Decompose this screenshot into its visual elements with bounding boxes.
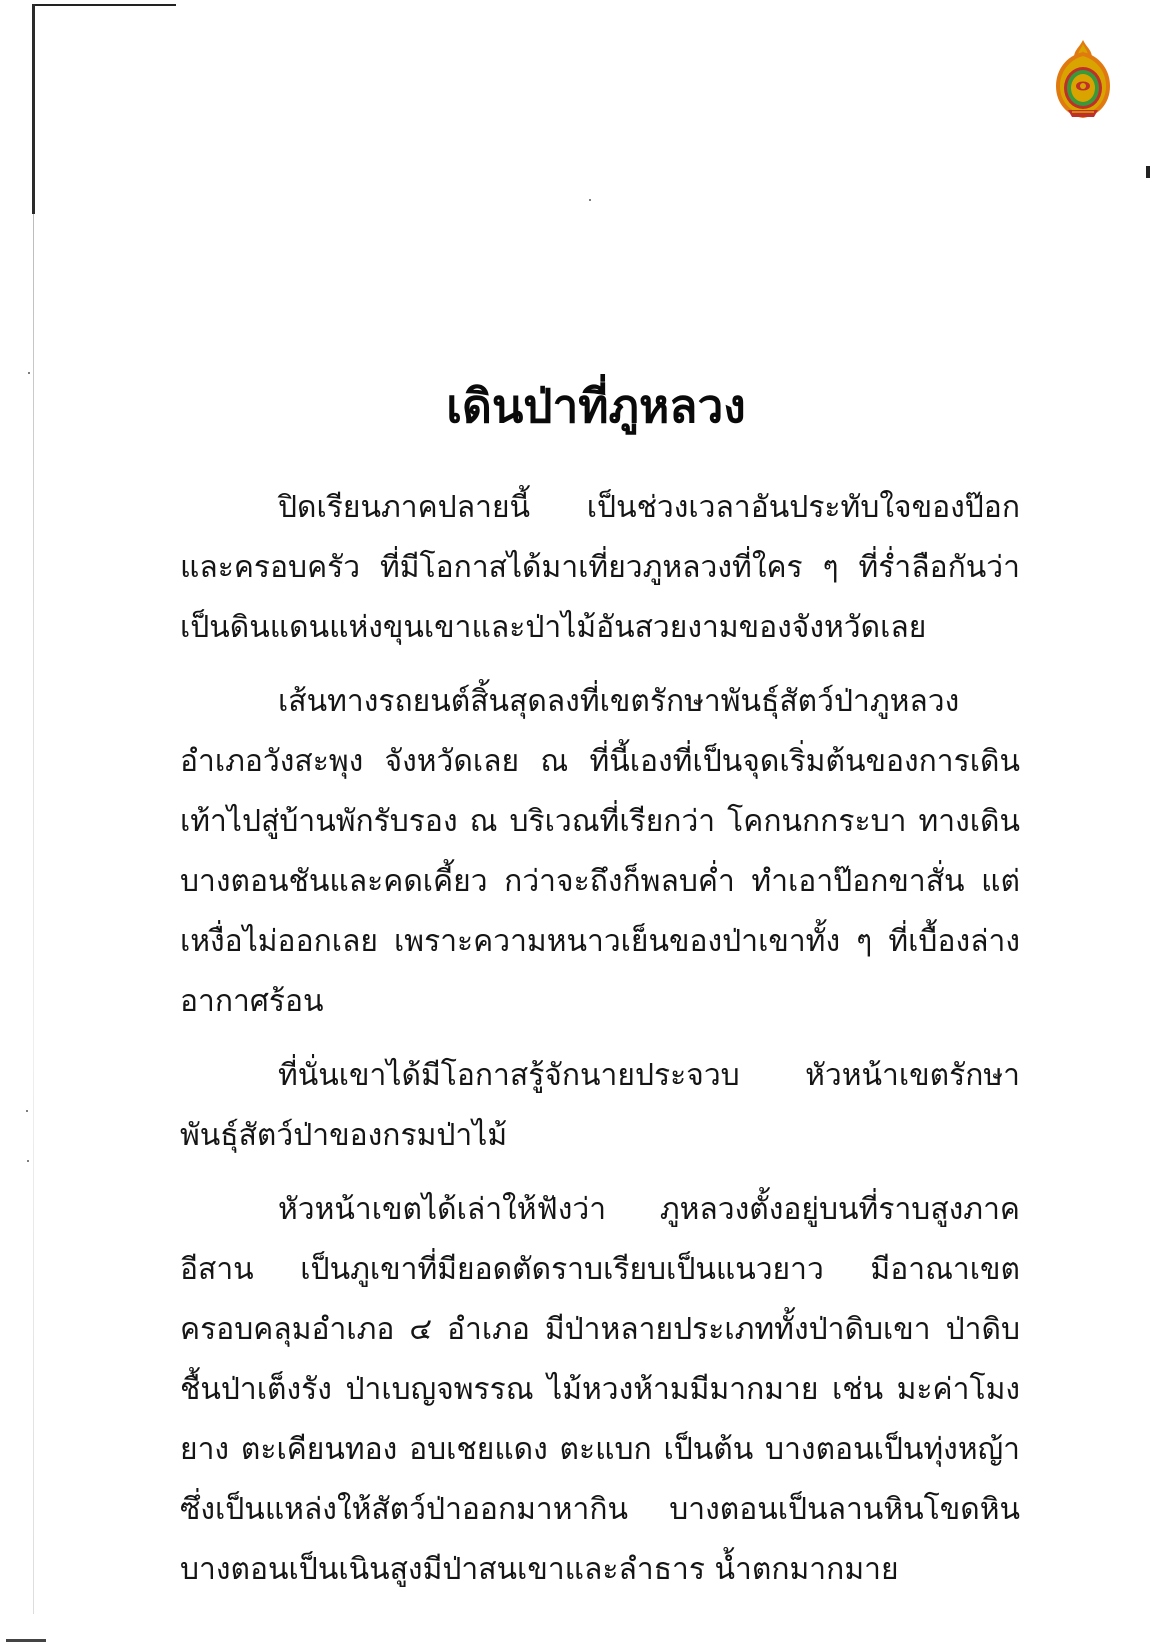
scan-speck: [27, 1160, 29, 1162]
scan-edge-top-line: [34, 4, 176, 6]
scan-right-edge-mark: [1146, 166, 1150, 178]
body-text: [180, 478, 1020, 1614]
scan-speck: [28, 372, 30, 374]
paragraph-3: ที่นั่นเขาได้มีโอกาสรู้จักนายประจวบ หัวหน้าเขตรักษาพันธุ์สัตว์ป่าของกรมป่าไม้: [180, 1058, 1020, 1153]
paragraph-4: หัวหน้าเขตได้เล่าให้ฟังว่า ภูหลวงตั้งอยู่บนที่ราบสูงภาคอีสาน เป็นภูเขาที่มียอดตัดราบเรียบเป็นแนวยาว มีอาณาเขตครอบคลุมอำเภอ ๔ อำเภอ มีป่าหลายประเภททั้งป่าดิบเขา ป่าดิบชื้นป่าเต็งรัง ป่าเบญจพรรณ ไม้หวงห้ามมีมากมาย เช่น มะค่าโมงยาง ตะเคียนทอง อบเชยแดง ตะแบก เป็นต้น บางตอนเป็นทุ่งหญ้าซึ่งเป็นแหล่งให้สัตว์ป่าออกมาหากิน บางตอนเป็นลานหินโขดหิน บางตอนเป็นเนินสูงมีป่าสนเขาและลำธาร น้ำตกมากมาย: [180, 1192, 1020, 1587]
scan-speck: [589, 199, 591, 201]
scan-speck: [26, 1110, 28, 1112]
paragraph-1: ปิดเรียนภาคปลายนี้ เป็นช่วงเวลาอันประทับใจของป๊อกและครอบครัว ที่มีโอกาสได้มาเที่ยวภูหลวงที่ใคร ๆ ที่ร่ำลือกันว่า เป็นดินแดนแห่งขุนเขาและป่าไม้อันสวยงามของจังหวัดเลย: [180, 490, 1020, 645]
page-title: เดินป่าที่ภูหลวง: [446, 379, 746, 433]
royal-seal-emblem-icon: [1052, 38, 1114, 120]
scan-edge-left-line: [32, 4, 35, 214]
scan-edge-bottom-mark: [6, 1639, 46, 1642]
paragraph-2: เส้นทางรถยนต์สิ้นสุดลงที่เขตรักษาพันธุ์สัตว์ป่าภูหลวง อำเภอวังสะพุง จังหวัดเลย ณ ที่นี้เองที่เป็นจุดเริ่มต้นของการเดินเท้าไปสู่บ้านพักรับรอง ณ บริเวณที่เรียกว่า โคกนกกระบา ทางเดินบางตอนชันและคดเคี้ยว กว่าจะถึงก็พลบค่ำ ทำเอาป๊อกขาสั่น แต่เหงื่อไม่ออกเลย เพราะความหนาวเย็นของป่าเขาทั้ง ๆ ที่เบื้องล่างอากาศร้อน: [180, 684, 1020, 1019]
